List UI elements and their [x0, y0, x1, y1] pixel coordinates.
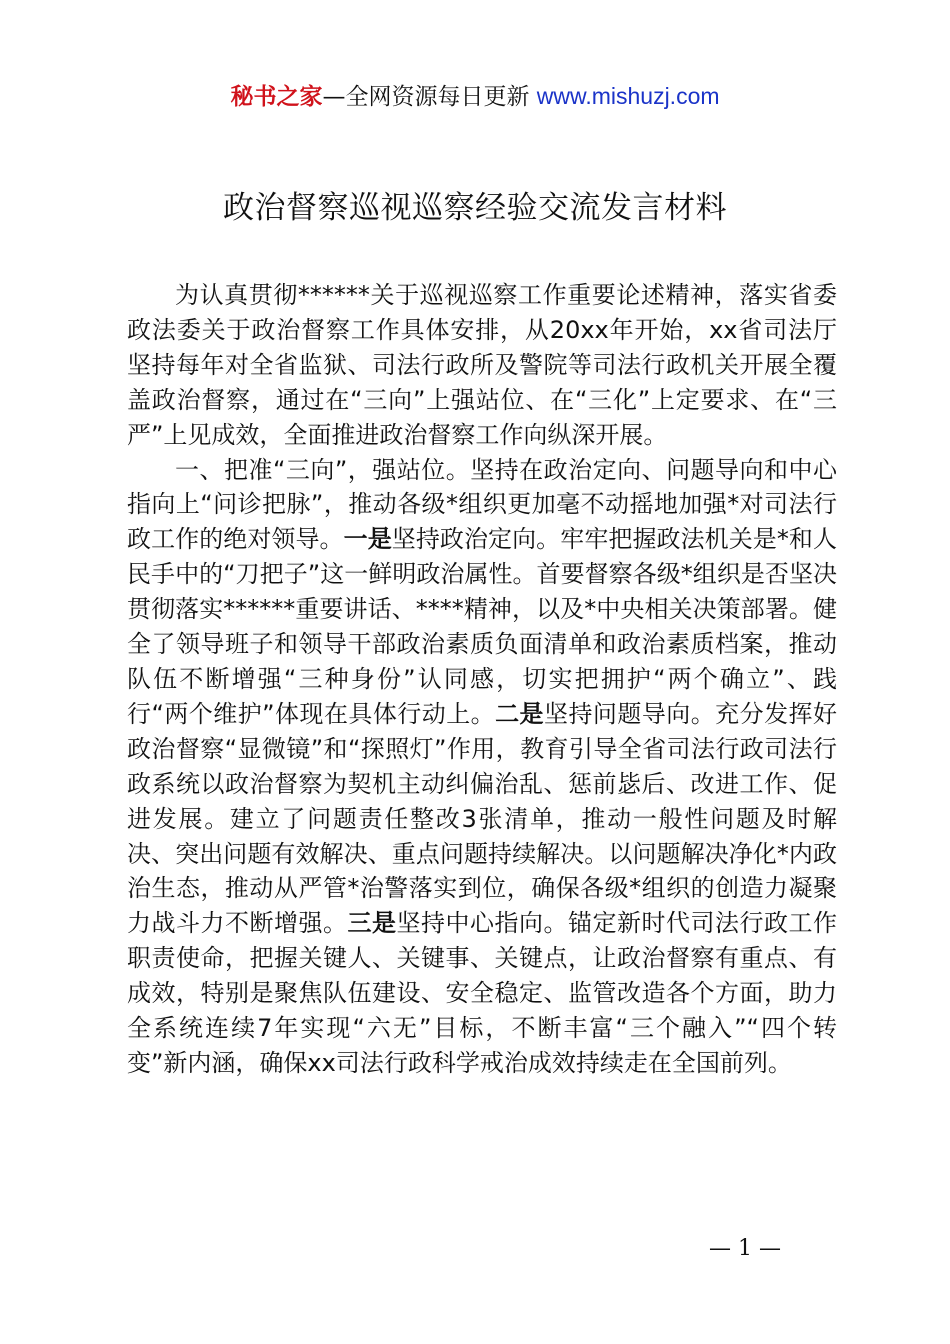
point-3-text: 坚持中心指向。锚定新时代司法行政工作职责使命，把握关键人、关键事、关键点，让政治督察有重点、有成效，特别是聚焦队伍建设、安全稳定、监管改造各个方面，助力全系统连续7年实现“六无”目标，不断丰富“三个融入”“四个转变”新内涵，确保xx司法行政科学戒治成效持续走在全国前列。	[127, 909, 837, 1077]
document-body	[127, 278, 837, 1081]
banner-slogan: —全网资源每日更新	[322, 84, 530, 110]
site-url-link[interactable]: www.mishuzj.com	[536, 83, 720, 109]
site-banner	[0, 80, 950, 113]
section-1-paragraph	[127, 453, 837, 1081]
document-title: 政治督察巡视巡察经验交流发言材料	[223, 190, 727, 226]
point-1-text: 坚持政治定向。牢牢把握政法机关是*和人民手中的“刀把子”这一鲜明政治属性。首要督察各级*组织是否坚决贯彻落实******重要讲话、****精神，以及*中央相关决策部署。健全了领导班子和领导干部政治素质负面清单和政治素质档案，推动队伍不断增强“三种身份”认同感，切实把拥护“两个确立”、践行“两个维护”体现在具体行动上。	[127, 525, 838, 728]
section-1-lead: 坚持在政治定向、问题导向和中心指向上“问诊把脉”，推动各级*组织更加毫不动摇地加强*对司法行政工作的绝对领导。	[127, 455, 837, 554]
point-2-text: 坚持问题导向。充分发挥好政治督察“显微镜”和“探照灯”作用，教育引导全省司法行政司法行政系统以政治督察为契机主动纠偏治乱、惩前毖后、改进工作、促进发展。建立了问题责任整改3张清单，推动一般性问题及时解决、突出问题有效解决、重点问题持续解决。以问题解决净化*内政治生态，推动从严管*治警落实到位，确保各级*组织的创造力凝聚力战斗力不断增强。	[127, 699, 837, 938]
brand-name: 秘书之家	[230, 84, 323, 110]
point-2-marker: 二是	[495, 699, 545, 728]
page-number: — 1 —	[709, 1236, 781, 1261]
section-1-heading: 一、把准“三向”，强站位。	[175, 455, 471, 484]
point-3-marker: 三是	[347, 909, 397, 938]
point-1-marker: 一是	[343, 525, 392, 554]
intro-paragraph: 为认真贯彻******关于巡视巡察工作重要论述精神，落实省委政法委关于政治督察工作具体安排，从20xx年开始，xx省司法厅坚持每年对全省监狱、司法行政所及警院等司法行政机关开展全覆盖政治督察，通过在“三向”上强站位、在“三化”上定要求、在“三严”上见成效，全面推进政治督察工作向纵深开展。	[127, 281, 837, 449]
